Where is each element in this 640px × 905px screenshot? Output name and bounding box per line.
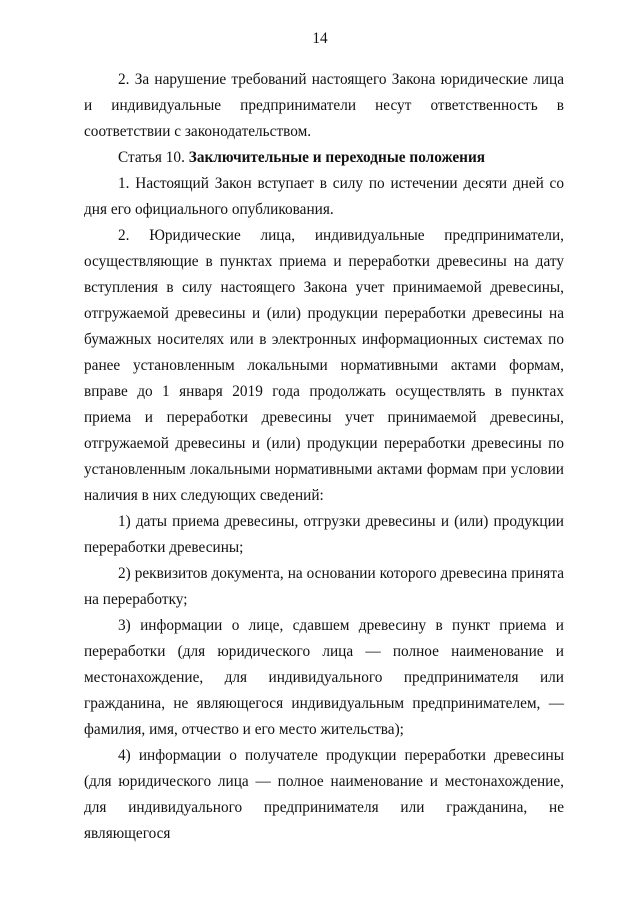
paragraph-transitional: 2. Юридические лица, индивидуальные предприниматели, осуществляющие в пунктах приема и переработки древесины на дату вступления в силу настоящего Закона учет принимаемой древесины, отгружаемой древесины и (или) продукции переработки древесины на бумажных носителях или в электронных информационных системах по ранее установленным локальными нормативными актами формам, вправе до 1 января 2019 года продолжать осуществлять в пунктах приема и переработки древесины учет принимаемой древесины, отгружаемой древесины и (или) продукции переработки древесины по установленным локальными нормативными актами формам при условии наличия в них следующих сведений: <box>84 227 564 504</box>
document-body <box>84 67 564 847</box>
article-heading <box>84 145 564 171</box>
list-item-recipient-info: 4) информации о получателе продукции переработки древесины (для юридического лица — полное наименование и местонахождение, для индивидуального предпринимателя или гражданина, не являющегося <box>84 747 564 842</box>
article-title: Заключительные и переходные положения <box>188 149 486 166</box>
article-number: Статья 10. <box>118 149 185 166</box>
paragraph-liability: 2. За нарушение требований настоящего Закона юридические лица и индивидуальные предприниматели несут ответственность в соответствии с законодательством. <box>84 71 564 140</box>
paragraph-entry-into-force: 1. Настоящий Закон вступает в силу по истечении десяти дней со дня его официального опубликования. <box>84 175 564 218</box>
list-item-dates: 1) даты приема древесины, отгрузки древесины и (или) продукции переработки древесины; <box>84 513 564 556</box>
page-number: 14 <box>312 30 328 47</box>
list-item-supplier-info: 3) информации о лице, сдавшем древесину в пункт приема и переработки (для юридического лица — полное наименование и местонахождение, для индивидуального предпринимателя или гражданина, не являющегося индивидуальным предпринимателем, — фамилия, имя, отчество и его место жительства); <box>84 617 564 738</box>
list-item-document-details: 2) реквизитов документа, на основании которого древесина принята на переработку; <box>84 565 564 608</box>
